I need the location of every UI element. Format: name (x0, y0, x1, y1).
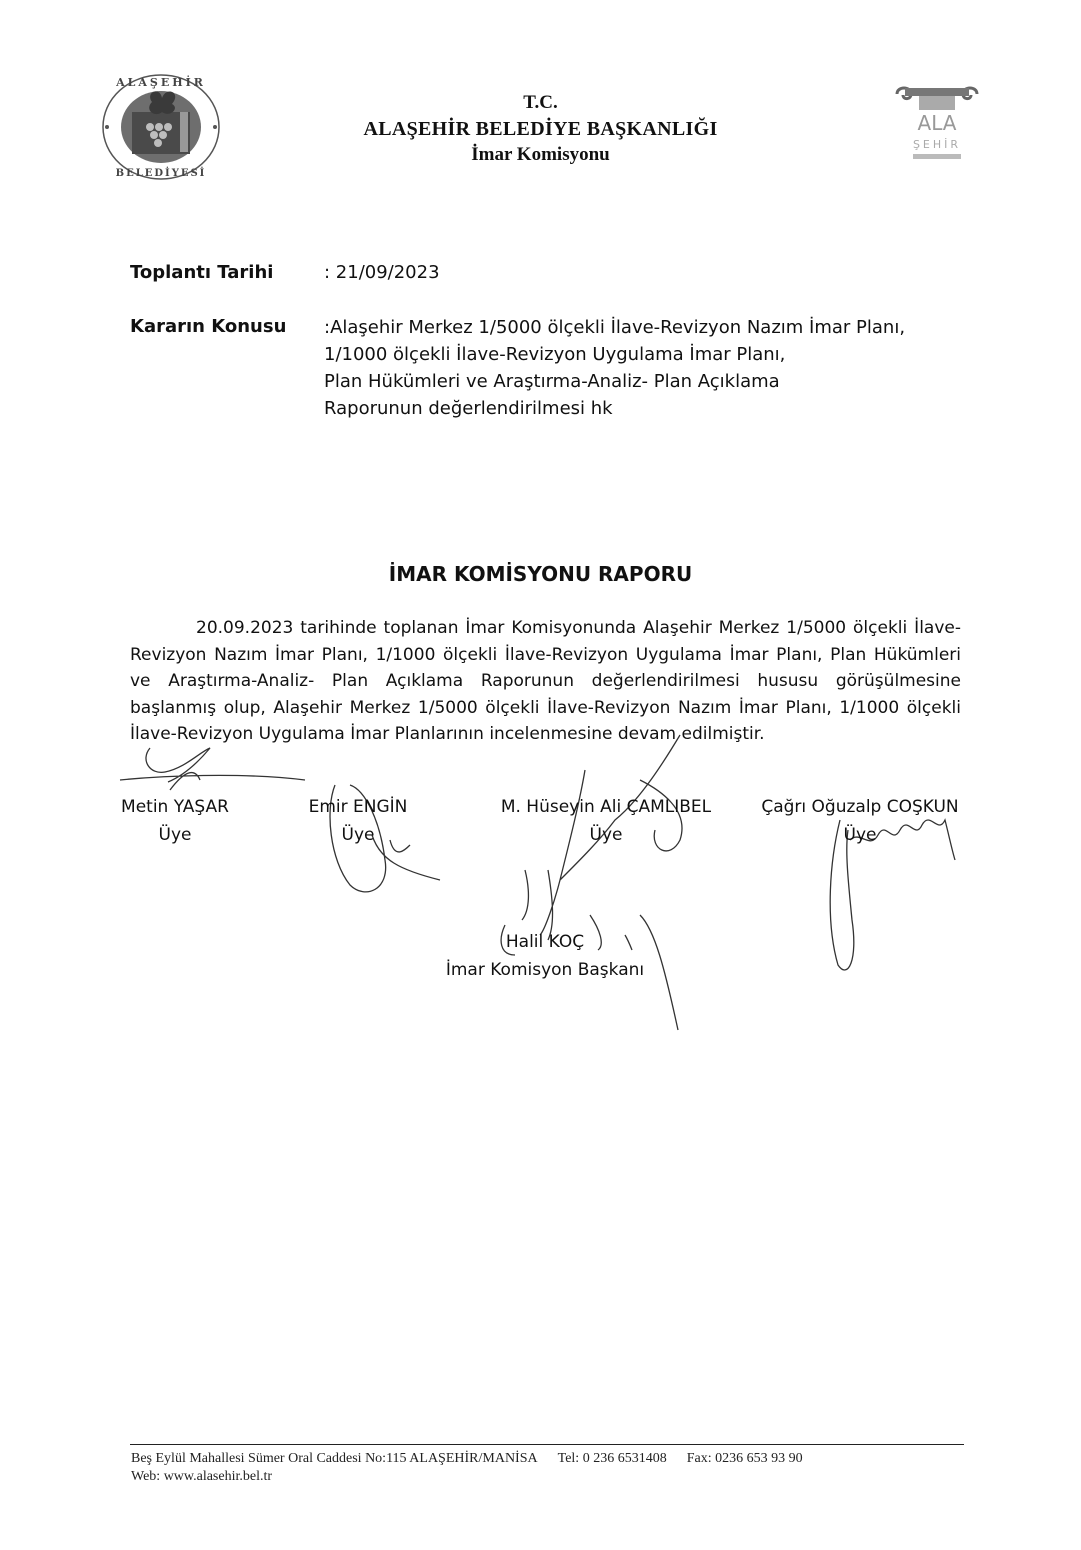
meeting-date-label: Toplantı Tarihi (130, 262, 274, 283)
subject-line: Raporunun değerlendirilmesi hk (324, 398, 613, 419)
footer-fax: Fax: 0236 653 93 90 (686, 1451, 803, 1466)
subject-line: Plan Hükümleri ve Araştırma-Analiz- Plan Açıklama (324, 371, 780, 392)
signatory-role: Üye (589, 825, 623, 845)
subject-line: :Alaşehir Merkez 1/5000 ölçekli İlave-Revizyon Nazım İmar Planı, (324, 317, 906, 338)
signatory-metin-yasar (100, 793, 250, 849)
report-body: 20.09.2023 tarihinde toplanan İmar Komisyonunda Alaşehir Merkez 1/5000 ölçekli İlave-Revizyon Nazım İmar Planı, 1/1000 ölçekli İlave-Revizyon Uygulama İmar Planı, Plan Hükümleri ve Araştırma-Analiz- Plan Açıklama Raporunun değerlendirilmesi hususu görüşülmesine başlanmış olup, Alaşehir Merkez 1/5000 ölçekli İlave-Revizyon Nazım İmar Planı, 1/1000 ölçekli İlave-Revizyon Uygulama İmar Planlarının incelenmesine devam edilmiştir. (130, 618, 961, 744)
signatory-name: M. Hüseyin Ali ÇAMLIBEL (500, 797, 712, 817)
signatory-halil-koc (420, 928, 670, 984)
meeting-date-value: : 21/09/2023 (324, 262, 440, 283)
signatory-name: Çağrı Oğuzalp COŞKUN (761, 797, 959, 817)
signatory-role: Üye (843, 825, 877, 845)
seal-text-bottom: BELEDİYESİ (115, 168, 207, 179)
header-municipality: ALAŞEHİR BELEDİYE BAŞKANLIĞI (363, 118, 718, 140)
footer-tel: Tel: 0 236 6531408 (557, 1451, 667, 1466)
ala-sehir-column-logo (891, 84, 983, 162)
footer-divider (130, 1444, 964, 1445)
header-tc: T.C. (523, 92, 558, 113)
subject-label: Kararın Konusu (130, 316, 287, 337)
logo-ala-text: ALA (917, 111, 957, 135)
footer (131, 1450, 803, 1486)
footer-web: Web: www.alasehir.bel.tr (131, 1469, 273, 1484)
signatory-emir-engin (288, 793, 428, 849)
subject-line: 1/1000 ölçekli İlave-Revizyon Uygulama İmar Planı, (324, 344, 786, 365)
signatory-name: Halil KOÇ (505, 932, 585, 952)
seal-text-top: ALAŞEHİR (116, 76, 206, 89)
signatory-role: Üye (158, 825, 192, 845)
signatory-huseyin-ali-camlibel (478, 793, 734, 849)
signatory-role: Üye (341, 825, 375, 845)
footer-address: Beş Eylül Mahallesi Sümer Oral Caddesi No:115 ALAŞEHİR/MANİSA (131, 1451, 538, 1466)
logo-sehir-text: ŞEHİR (912, 138, 962, 151)
signatory-name: Metin YAŞAR (121, 797, 229, 817)
subject-value (324, 314, 905, 422)
signatory-name: Emir ENGİN (308, 797, 408, 817)
signatory-cagri-oguzalp-coskun (752, 793, 968, 849)
report-title: İMAR KOMİSYONU RAPORU (388, 562, 693, 586)
signatory-role: İmar Komisyon Başkanı (445, 960, 645, 980)
header-commission: İmar Komisyonu (471, 144, 610, 165)
